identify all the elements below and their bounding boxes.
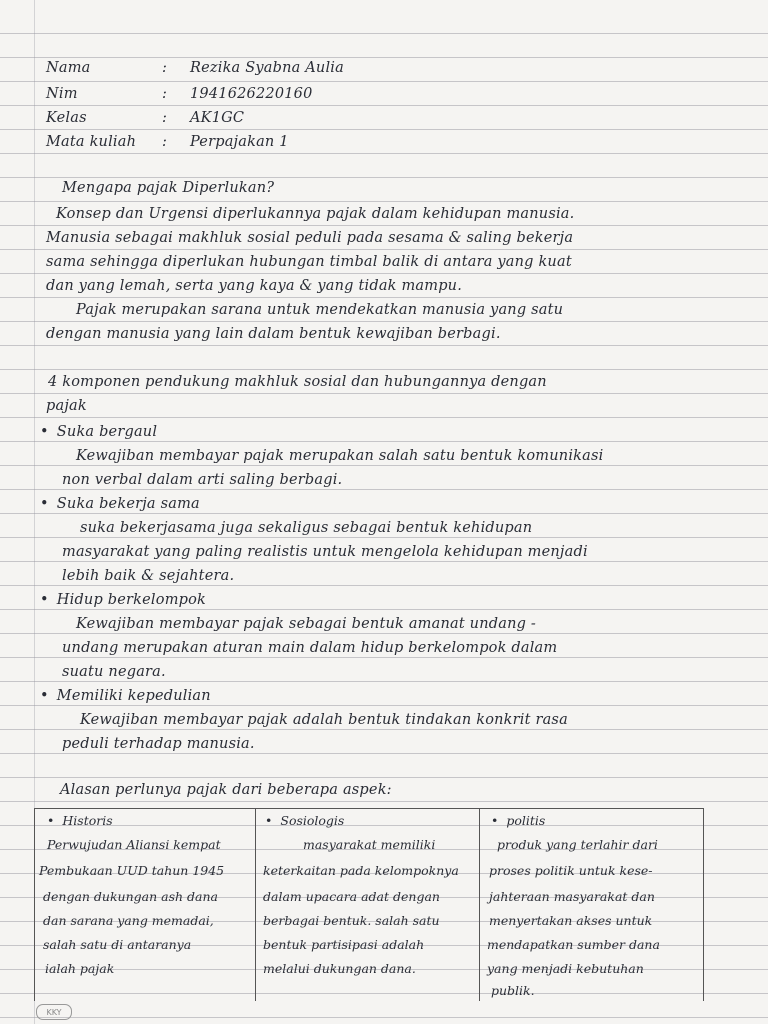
bullet-item-line: undang merupakan aturan main dalam hidup berkelompok dalam	[62, 640, 558, 656]
bullet-item-heading: • Hidup berkelompok	[40, 592, 207, 608]
matakuliah-value: Perpajakan 1	[190, 134, 289, 150]
nim-colon: :	[162, 86, 168, 102]
table-cell-line: yang menjadi kebutuhan	[487, 961, 644, 976]
section1-line: Konsep dan Urgensi diperlukannya pajak dalam kehidupan manusia.	[56, 206, 575, 222]
section1-line: Pajak merupakan sarana untuk mendekatkan manusia yang satu	[76, 302, 564, 318]
bullet-item-line: Kewajiban membayar pajak merupakan salah satu bentuk komunikasi	[76, 448, 604, 464]
section1-line: sama sehingga diperlukan hubungan timbal balik di antara yang kuat	[46, 254, 572, 270]
table-cell-line: mendapatkan sumber dana	[487, 937, 660, 952]
table-cell-line: proses politik untuk kese-	[489, 863, 653, 878]
matakuliah-colon: :	[162, 134, 168, 150]
table-cell-line: dengan dukungan ash dana	[43, 889, 218, 904]
bullet-icon: •	[40, 496, 49, 512]
section2-title-cont: pajak	[46, 398, 87, 414]
table-column-heading: • Historis	[47, 813, 113, 828]
table-cell-line: salah satu di antaranya	[43, 937, 192, 952]
nama-colon: :	[162, 60, 168, 76]
bullet-item-line: suka bekerjasama juga sekaligus sebagai bentuk kehidupan	[80, 520, 533, 536]
kelas-label: Kelas	[46, 110, 87, 126]
table-cell-line: dan sarana yang memadai,	[43, 913, 214, 928]
table-column-heading: • Sosiologis	[265, 813, 345, 828]
bullet-item-line: suatu negara.	[62, 664, 166, 680]
table-cell-line: Perwujudan Aliansi kempat	[47, 837, 221, 852]
bullet-icon: •	[47, 813, 55, 828]
section3-title: Alasan perlunya pajak dari beberapa aspek:	[60, 782, 392, 798]
table-cell-line: publik.	[491, 983, 535, 998]
bullet-item-line: peduli terhadap manusia.	[62, 736, 255, 752]
table-column-divider	[479, 809, 480, 1001]
table-cell-line: bentuk partisipasi adalah	[263, 937, 425, 952]
kelas-colon: :	[162, 110, 168, 126]
table-cell-line: berbagai bentuk. salah satu	[263, 913, 440, 928]
bullet-item-heading: • Suka bergaul	[40, 424, 158, 440]
nim-label: Nim	[46, 86, 78, 102]
table-cell-line: menyertakan akses untuk	[489, 913, 653, 928]
bullet-icon: •	[491, 813, 499, 828]
section2-title: 4 komponen pendukung makhluk sosial dan hubungannya dengan	[48, 374, 547, 390]
bullet-icon: •	[265, 813, 273, 828]
section1-line: dengan manusia yang lain dalam bentuk kewajiban berbagi.	[46, 326, 501, 342]
bullet-item-heading: • Memiliki kepedulian	[40, 688, 211, 704]
bullet-icon: •	[40, 688, 49, 704]
table-cell-line: keterkaitan pada kelompoknya	[263, 863, 459, 878]
table-cell-line: melalui dukungan dana.	[263, 961, 416, 976]
matakuliah-label: Mata kuliah	[46, 134, 137, 150]
section1-line: Manusia sebagai makhluk sosial peduli pada sesama & saling bekerja	[46, 230, 574, 246]
bullet-item-heading: • Suka bekerja sama	[40, 496, 200, 512]
table-cell-line: jahteraan masyarakat dan	[489, 889, 655, 904]
bullet-icon: •	[40, 424, 49, 440]
table-cell-line: ialah pajak	[45, 961, 115, 976]
table-cell-line: dalam upacara adat dengan	[263, 889, 440, 904]
section1-line: dan yang lemah, serta yang kaya & yang tidak mampu.	[46, 278, 463, 294]
table-cell-line: Pembukaan UUD tahun 1945	[39, 863, 225, 878]
section1-title: Mengapa pajak Diperlukan?	[62, 180, 275, 196]
bullet-item-line: masyarakat yang paling realistis untuk mengelola kehidupan menjadi	[62, 544, 588, 560]
paper-brand-stamp: KKY	[36, 1004, 72, 1020]
aspects-table	[34, 808, 704, 1001]
kelas-value: AK1GC	[190, 110, 245, 126]
table-cell-line: masyarakat memiliki	[303, 837, 436, 852]
table-column-heading: • politis	[491, 813, 546, 828]
table-cell-line: produk yang terlahir dari	[497, 837, 658, 852]
bullet-item-line: non verbal dalam arti saling berbagi.	[62, 472, 343, 488]
bullet-icon: •	[40, 592, 49, 608]
bullet-item-line: Kewajiban membayar pajak adalah bentuk tindakan konkrit rasa	[80, 712, 568, 728]
nama-label: Nama	[46, 60, 91, 76]
table-column-divider	[255, 809, 256, 1001]
nama-value: Rezika Syabna Aulia	[190, 60, 344, 76]
bullet-item-line: Kewajiban membayar pajak sebagai bentuk amanat undang -	[76, 616, 537, 632]
bullet-item-line: lebih baik & sejahtera.	[62, 568, 235, 584]
nim-value: 1941626220160	[190, 86, 313, 102]
